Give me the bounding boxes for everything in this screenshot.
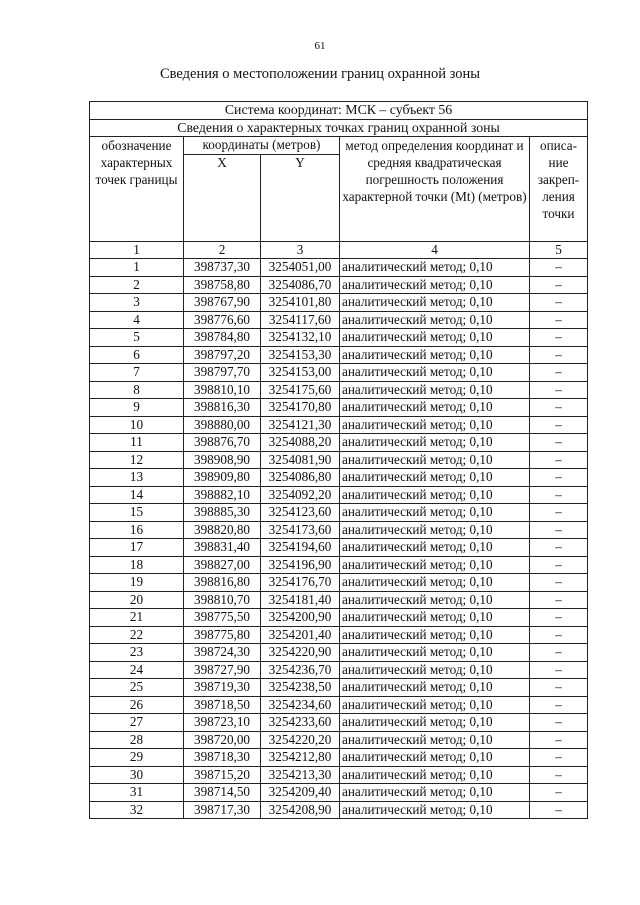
x-coordinate-cell: 398718,30 bbox=[184, 749, 261, 767]
method-cell: аналитический метод; 0,10 bbox=[340, 574, 530, 592]
x-coordinate-cell: 398723,10 bbox=[184, 714, 261, 732]
table-row bbox=[90, 486, 588, 504]
point-number-cell: 23 bbox=[90, 644, 184, 662]
method-cell: аналитический метод; 0,10 bbox=[340, 399, 530, 417]
point-number-cell: 4 bbox=[90, 311, 184, 329]
x-coordinate-cell: 398816,30 bbox=[184, 399, 261, 417]
table-row bbox=[90, 259, 588, 277]
point-number-cell: 11 bbox=[90, 434, 184, 452]
description-cell: – bbox=[530, 556, 588, 574]
description-cell: – bbox=[530, 416, 588, 434]
y-coordinate-cell: 3254086,80 bbox=[261, 469, 340, 487]
description-cell: – bbox=[530, 591, 588, 609]
table-row bbox=[90, 329, 588, 347]
table-row bbox=[90, 556, 588, 574]
description-cell: – bbox=[530, 434, 588, 452]
description-column-header: описа- ние закреп- ления точки bbox=[530, 137, 588, 242]
y-coordinate-cell: 3254200,90 bbox=[261, 609, 340, 627]
method-cell: аналитический метод; 0,10 bbox=[340, 714, 530, 732]
y-coordinate-cell: 3254092,20 bbox=[261, 486, 340, 504]
table-row bbox=[90, 626, 588, 644]
table-row bbox=[90, 416, 588, 434]
method-cell: аналитический метод; 0,10 bbox=[340, 731, 530, 749]
method-cell: аналитический метод; 0,10 bbox=[340, 521, 530, 539]
x-coordinate-cell: 398720,00 bbox=[184, 731, 261, 749]
table-row bbox=[90, 469, 588, 487]
x-coordinate-cell: 398880,00 bbox=[184, 416, 261, 434]
point-number-cell: 10 bbox=[90, 416, 184, 434]
section-header: Сведения о характерных точках границ охранной зоны bbox=[90, 119, 588, 137]
table-row bbox=[90, 381, 588, 399]
method-cell: аналитический метод; 0,10 bbox=[340, 469, 530, 487]
method-cell: аналитический метод; 0,10 bbox=[340, 364, 530, 382]
description-cell: – bbox=[530, 469, 588, 487]
description-cell: – bbox=[530, 294, 588, 312]
y-coordinate-cell: 3254173,60 bbox=[261, 521, 340, 539]
x-coordinate-cell: 398767,90 bbox=[184, 294, 261, 312]
table-row bbox=[90, 276, 588, 294]
point-number-cell: 17 bbox=[90, 539, 184, 557]
table-row bbox=[90, 311, 588, 329]
x-coordinate-cell: 398784,80 bbox=[184, 329, 261, 347]
description-cell: – bbox=[530, 329, 588, 347]
method-cell: аналитический метод; 0,10 bbox=[340, 784, 530, 802]
x-coordinate-cell: 398820,80 bbox=[184, 521, 261, 539]
x-coordinate-cell: 398727,90 bbox=[184, 661, 261, 679]
point-number-cell: 28 bbox=[90, 731, 184, 749]
point-number-cell: 15 bbox=[90, 504, 184, 522]
x-coordinate-cell: 398816,80 bbox=[184, 574, 261, 592]
description-cell: – bbox=[530, 364, 588, 382]
description-cell: – bbox=[530, 521, 588, 539]
description-cell: – bbox=[530, 259, 588, 277]
description-cell: – bbox=[530, 749, 588, 767]
description-cell: – bbox=[530, 766, 588, 784]
method-cell: аналитический метод; 0,10 bbox=[340, 661, 530, 679]
y-coordinate-cell: 3254123,60 bbox=[261, 504, 340, 522]
point-number-cell: 16 bbox=[90, 521, 184, 539]
description-cell: – bbox=[530, 381, 588, 399]
description-cell: – bbox=[530, 451, 588, 469]
y-coordinate-cell: 3254051,00 bbox=[261, 259, 340, 277]
method-cell: аналитический метод; 0,10 bbox=[340, 486, 530, 504]
y-coordinate-cell: 3254194,60 bbox=[261, 539, 340, 557]
coordinate-system-header: Система координат: МСК – субъект 56 bbox=[90, 102, 588, 120]
table-row bbox=[90, 731, 588, 749]
table-row bbox=[90, 521, 588, 539]
table-row bbox=[90, 714, 588, 732]
table-row bbox=[90, 679, 588, 697]
column-number: 2 bbox=[184, 241, 261, 259]
column-number: 4 bbox=[340, 241, 530, 259]
y-coordinate-cell: 3254213,30 bbox=[261, 766, 340, 784]
method-cell: аналитический метод; 0,10 bbox=[340, 434, 530, 452]
x-coordinate-cell: 398714,50 bbox=[184, 784, 261, 802]
description-cell: – bbox=[530, 504, 588, 522]
method-cell: аналитический метод; 0,10 bbox=[340, 311, 530, 329]
y-coordinate-cell: 3254153,00 bbox=[261, 364, 340, 382]
x-coordinate-cell: 398719,30 bbox=[184, 679, 261, 697]
table-row bbox=[90, 434, 588, 452]
method-cell: аналитический метод; 0,10 bbox=[340, 609, 530, 627]
point-number-cell: 9 bbox=[90, 399, 184, 417]
point-number-cell: 26 bbox=[90, 696, 184, 714]
method-cell: аналитический метод; 0,10 bbox=[340, 539, 530, 557]
x-coordinate-cell: 398797,20 bbox=[184, 346, 261, 364]
point-number-cell: 19 bbox=[90, 574, 184, 592]
point-number-cell: 2 bbox=[90, 276, 184, 294]
table-row bbox=[90, 591, 588, 609]
y-coordinate-cell: 3254101,80 bbox=[261, 294, 340, 312]
description-cell: – bbox=[530, 784, 588, 802]
table-row bbox=[90, 451, 588, 469]
method-cell: аналитический метод; 0,10 bbox=[340, 801, 530, 819]
table-row bbox=[90, 766, 588, 784]
y-coordinate-cell: 3254236,70 bbox=[261, 661, 340, 679]
table-row bbox=[90, 364, 588, 382]
point-number-cell: 8 bbox=[90, 381, 184, 399]
x-coordinate-cell: 398827,00 bbox=[184, 556, 261, 574]
description-cell: – bbox=[530, 399, 588, 417]
table-row bbox=[90, 399, 588, 417]
table-row bbox=[90, 749, 588, 767]
table-row bbox=[90, 294, 588, 312]
x-coordinate-cell: 398882,10 bbox=[184, 486, 261, 504]
x-coordinate-cell: 398715,20 bbox=[184, 766, 261, 784]
method-cell: аналитический метод; 0,10 bbox=[340, 329, 530, 347]
point-number-cell: 7 bbox=[90, 364, 184, 382]
table-row bbox=[90, 504, 588, 522]
y-coordinate-cell: 3254233,60 bbox=[261, 714, 340, 732]
column-number-row bbox=[90, 241, 588, 259]
x-coordinate-cell: 398810,70 bbox=[184, 591, 261, 609]
y-coordinate-cell: 3254234,60 bbox=[261, 696, 340, 714]
page-title: Сведения о местоположении границ охранной зоны bbox=[159, 66, 480, 82]
method-cell: аналитический метод; 0,10 bbox=[340, 451, 530, 469]
point-number-cell: 5 bbox=[90, 329, 184, 347]
x-coordinate-cell: 398717,30 bbox=[184, 801, 261, 819]
method-cell: аналитический метод; 0,10 bbox=[340, 556, 530, 574]
x-coordinate-cell: 398797,70 bbox=[184, 364, 261, 382]
point-number-cell: 12 bbox=[90, 451, 184, 469]
table-row bbox=[90, 784, 588, 802]
y-coordinate-cell: 3254088,20 bbox=[261, 434, 340, 452]
description-cell: – bbox=[530, 696, 588, 714]
description-cell: – bbox=[530, 486, 588, 504]
y-coordinate-cell: 3254220,90 bbox=[261, 644, 340, 662]
point-number-cell: 18 bbox=[90, 556, 184, 574]
table-row bbox=[90, 346, 588, 364]
table-row bbox=[90, 801, 588, 819]
x-coordinate-cell: 398885,30 bbox=[184, 504, 261, 522]
table-row bbox=[90, 574, 588, 592]
description-cell: – bbox=[530, 539, 588, 557]
method-column-header: метод определения координат и средняя квадратическая погрешность положения характерной точки (Mt) (метров) bbox=[340, 137, 530, 242]
method-cell: аналитический метод; 0,10 bbox=[340, 294, 530, 312]
table-row bbox=[90, 609, 588, 627]
y-coordinate-cell: 3254208,90 bbox=[261, 801, 340, 819]
method-cell: аналитический метод; 0,10 bbox=[340, 749, 530, 767]
y-coordinate-cell: 3254086,70 bbox=[261, 276, 340, 294]
description-cell: – bbox=[530, 346, 588, 364]
x-column-header: X bbox=[184, 154, 261, 241]
point-number-cell: 30 bbox=[90, 766, 184, 784]
x-coordinate-cell: 398908,90 bbox=[184, 451, 261, 469]
x-coordinate-cell: 398718,50 bbox=[184, 696, 261, 714]
boundary-points-table bbox=[89, 101, 588, 819]
method-cell: аналитический метод; 0,10 bbox=[340, 696, 530, 714]
x-coordinate-cell: 398775,80 bbox=[184, 626, 261, 644]
description-cell: – bbox=[530, 609, 588, 627]
method-cell: аналитический метод; 0,10 bbox=[340, 259, 530, 277]
point-number-cell: 20 bbox=[90, 591, 184, 609]
y-coordinate-cell: 3254170,80 bbox=[261, 399, 340, 417]
method-cell: аналитический метод; 0,10 bbox=[340, 504, 530, 522]
y-coordinate-cell: 3254081,90 bbox=[261, 451, 340, 469]
y-coordinate-cell: 3254212,80 bbox=[261, 749, 340, 767]
y-coordinate-cell: 3254209,40 bbox=[261, 784, 340, 802]
y-coordinate-cell: 3254117,60 bbox=[261, 311, 340, 329]
x-coordinate-cell: 398909,80 bbox=[184, 469, 261, 487]
description-cell: – bbox=[530, 574, 588, 592]
y-coordinate-cell: 3254176,70 bbox=[261, 574, 340, 592]
column-number: 3 bbox=[261, 241, 340, 259]
y-coordinate-cell: 3254238,50 bbox=[261, 679, 340, 697]
description-cell: – bbox=[530, 679, 588, 697]
point-number-cell: 32 bbox=[90, 801, 184, 819]
description-cell: – bbox=[530, 731, 588, 749]
method-cell: аналитический метод; 0,10 bbox=[340, 276, 530, 294]
y-coordinate-cell: 3254196,90 bbox=[261, 556, 340, 574]
y-coordinate-cell: 3254175,60 bbox=[261, 381, 340, 399]
column-number: 5 bbox=[530, 241, 588, 259]
method-cell: аналитический метод; 0,10 bbox=[340, 644, 530, 662]
method-cell: аналитический метод; 0,10 bbox=[340, 626, 530, 644]
description-cell: – bbox=[530, 661, 588, 679]
x-coordinate-cell: 398776,60 bbox=[184, 311, 261, 329]
point-number-cell: 14 bbox=[90, 486, 184, 504]
x-coordinate-cell: 398775,50 bbox=[184, 609, 261, 627]
description-cell: – bbox=[530, 714, 588, 732]
point-number-cell: 24 bbox=[90, 661, 184, 679]
point-number-cell: 25 bbox=[90, 679, 184, 697]
method-cell: аналитический метод; 0,10 bbox=[340, 381, 530, 399]
description-cell: – bbox=[530, 626, 588, 644]
point-number-cell: 3 bbox=[90, 294, 184, 312]
point-number-cell: 31 bbox=[90, 784, 184, 802]
y-coordinate-cell: 3254132,10 bbox=[261, 329, 340, 347]
column-number: 1 bbox=[90, 241, 184, 259]
method-cell: аналитический метод; 0,10 bbox=[340, 766, 530, 784]
point-number-cell: 27 bbox=[90, 714, 184, 732]
description-cell: – bbox=[530, 276, 588, 294]
y-coordinate-cell: 3254181,40 bbox=[261, 591, 340, 609]
description-cell: – bbox=[530, 311, 588, 329]
method-cell: аналитический метод; 0,10 bbox=[340, 346, 530, 364]
point-number-cell: 1 bbox=[90, 259, 184, 277]
point-number-cell: 22 bbox=[90, 626, 184, 644]
table-row bbox=[90, 696, 588, 714]
point-number-cell: 29 bbox=[90, 749, 184, 767]
y-coordinate-cell: 3254121,30 bbox=[261, 416, 340, 434]
method-cell: аналитический метод; 0,10 bbox=[340, 679, 530, 697]
x-coordinate-cell: 398810,10 bbox=[184, 381, 261, 399]
y-coordinate-cell: 3254201,40 bbox=[261, 626, 340, 644]
coordinates-column-header: координаты (метров) bbox=[184, 137, 340, 155]
description-cell: – bbox=[530, 801, 588, 819]
x-coordinate-cell: 398831,40 bbox=[184, 539, 261, 557]
table-row bbox=[90, 539, 588, 557]
table-row bbox=[90, 644, 588, 662]
method-cell: аналитический метод; 0,10 bbox=[340, 591, 530, 609]
method-cell: аналитический метод; 0,10 bbox=[340, 416, 530, 434]
description-cell: – bbox=[530, 644, 588, 662]
x-coordinate-cell: 398737,30 bbox=[184, 259, 261, 277]
table-row bbox=[90, 661, 588, 679]
y-column-header: Y bbox=[261, 154, 340, 241]
point-number-cell: 13 bbox=[90, 469, 184, 487]
x-coordinate-cell: 398724,30 bbox=[184, 644, 261, 662]
x-coordinate-cell: 398876,70 bbox=[184, 434, 261, 452]
designation-column-header: обозначение характерных точек границы bbox=[90, 137, 184, 242]
y-coordinate-cell: 3254220,20 bbox=[261, 731, 340, 749]
point-number-cell: 6 bbox=[90, 346, 184, 364]
page-number: 61 bbox=[314, 40, 326, 52]
x-coordinate-cell: 398758,80 bbox=[184, 276, 261, 294]
y-coordinate-cell: 3254153,30 bbox=[261, 346, 340, 364]
point-number-cell: 21 bbox=[90, 609, 184, 627]
